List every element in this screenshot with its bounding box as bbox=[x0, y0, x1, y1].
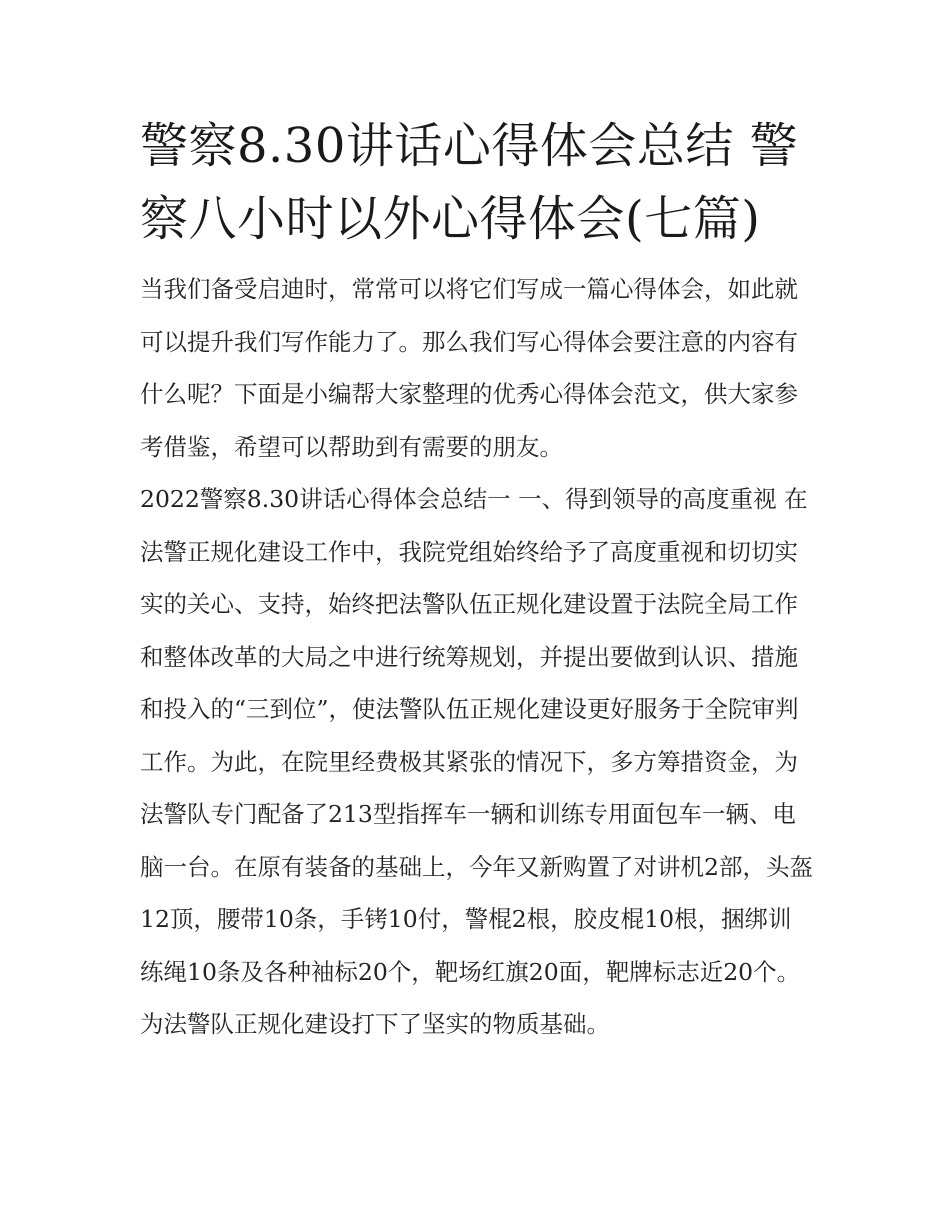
body-paragraph: 2022警察8.30讲话心得体会总结一 一、得到领导的高度重视 在法警正规化建设工作中，我院党组始终给予了高度重视和切切实实的关心、支持，始终把法警队伍正规化建设置于法院全局工作和整体改革的大局之中进行统筹规划，并提出要做到认识、措施和投入的“三到位”，使法警队伍正规化建设更好服务于全院审判工作。为此，在院里经费极其紧张的情况下，多方筹措资金，为法警队专门配备了213型指挥车一辆和训练专用面包车一辆、电脑一台。在原有装备的基础上，今年又新购置了对讲机2部，头盔12顶，腰带10条，手铐10付，警棍2根，胶皮棍10根，捆绑训练绳10条及各种袖标20个，靶场红旗20面，靶牌标志近20个。为法警队正规化建设打下了坚实的物质基础。 bbox=[140, 485, 813, 1038]
document-content bbox=[140, 110, 815, 1051]
document-title: 警察8.30讲话心得体会总结 警察八小时以外心得体会(七篇) bbox=[140, 118, 799, 247]
intro-paragraph: 当我们备受启迪时，常常可以将它们写成一篇心得体会，如此就可以提升我们写作能力了。那么我们写心得体会要注意的内容有什么呢？下面是小编帮大家整理的优秀心得体会范文，供大家参考借鉴，希望可以帮助到有需要的朋友。 bbox=[140, 275, 798, 461]
